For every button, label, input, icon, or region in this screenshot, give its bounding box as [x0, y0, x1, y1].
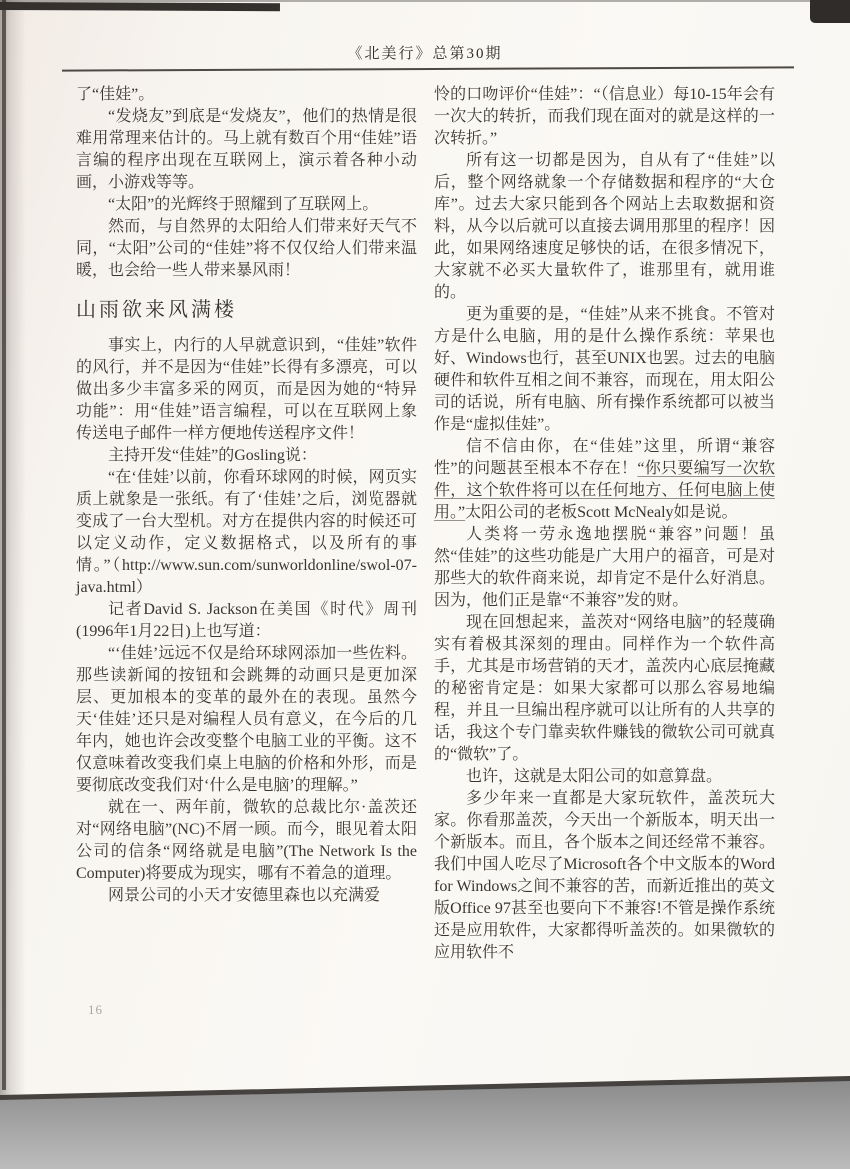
left-column — [76, 84, 417, 964]
paragraph — [434, 436, 775, 524]
scan-spine-line — [2, 0, 6, 1090]
section-heading: 山雨欲来风满楼 — [76, 299, 237, 321]
paragraph: 怜的口吻评价“佳娃”：“（信息业）每10-15年会有一次大的转折，而我们现在面对的就是这样的一次转折。” — [434, 86, 775, 147]
paragraph: “太阳”的光辉终于照耀到了互联网上。 — [108, 196, 379, 213]
paragraph: 现在回想起来，盖茨对“网络电脑”的轻蔑确实有着极其深刻的理由。同样作为一个软件高手，尤其是市场营销的天才，盖茨内心底层掩藏的秘密肯定是：如果大家都可以那么容易地编程，并且一旦编出程序就可以让所有的人共享的话，我这个专门靠卖软件赚钱的微软公司可就真的“微软”了。 — [434, 614, 775, 763]
page-number: 16 — [88, 1002, 103, 1017]
paragraph: 更为重要的是，“佳娃”从来不挑食。不管对方是什么电脑，用的是什么操作系统：苹果也好、Windows也行，甚至UNIX也罢。过去的电脑硬件和软件互相之间不兼容，而现在，用太阳公司的话说，所有电脑、所有操作系统都可以被当作是“虚拟佳娃”。 — [434, 306, 775, 433]
paragraph: 主持开发“佳娃”的Gosling说： — [108, 447, 317, 464]
paragraph: “在‘佳娃’以前，你看环球网的时候，网页实质上就象是一张纸。有了‘佳娃’之后，浏览器就变成了一台大型机。对方在提供内容的时候还可以定义动作，定义数据格式，以及所有的事情。”（http://www.sun.com/sunworldonline/swol-07-java.html） — [76, 469, 417, 596]
paragraph: 人类将一劳永逸地摆脱“兼容”问题！虽然“佳娃”的这些功能是广大用户的福音，可是对那些大的软件商来说，却肯定不是什么好消息。因为，他们正是靠“不兼容”发的财。 — [434, 526, 775, 609]
paragraph-text: 信不信由你，在“佳娃”这里，所谓“兼容性”的问题甚至根本不存在！ — [434, 438, 775, 477]
paragraph-text: 太阳公司的老板Scott McNealy如是说。 — [465, 504, 738, 521]
journal-header-title: 《北美行》总第30期 — [347, 46, 503, 62]
paragraph: 记者David S. Jackson在美国《时代》周刊(1996年1月22日)上也写道： — [76, 601, 417, 640]
scan-artifact-top-left — [0, 2, 280, 11]
paragraph: 就在一、两年前，微软的总裁比尔·盖茨还对“网络电脑”(NC)不屑一顾。而今，眼见着太阳公司的信条“网络就是电脑”(The Network Is the Computer)将要成为现实，哪有不着急的道理。 — [76, 799, 417, 882]
article-body — [76, 84, 776, 964]
paragraph: “发烧友”到底是“发烧友”，他们的热情是很难用常理来估计的。马上就有数百个用“佳娃”语言编的程序出现在互联网上，演示着各种小动画，小游戏等等。 — [76, 108, 417, 191]
scan-artifact-top-right — [810, 0, 850, 23]
emphasized-quote: “你只要编写一次软件，这个软件将可以在任何地方、任何电脑上使用。” — [434, 460, 775, 521]
right-column — [434, 84, 775, 964]
paragraph: 网景公司的小天才安德里森也以充满爱 — [108, 887, 381, 904]
paragraph: 事实上，内行的人早就意识到，“佳娃”软件的风行，并不是因为“佳娃”长得有多漂亮，可以做出多少丰富多采的网页，而是因为她的“特异功能”：用“佳娃”语言编程，可以在互联网上象传送电子邮件一样方便地传送程序文件！ — [76, 337, 417, 442]
paragraph: 也许，这就是太阳公司的如意算盘。 — [466, 768, 723, 785]
paragraph: 然而，与自然界的太阳给人们带来好天气不同，“太阳”公司的“佳娃”将不仅仅给人们带来温暖，也会给一些人带来暴风雨！ — [76, 218, 417, 279]
paragraph: “‘佳娃’远远不仅是给环球网添加一些佐料。那些读新闻的按钮和会跳舞的动画只是更加深层、更加根本的变革的最外在的表现。虽然今天‘佳娃’还只是对编程人员有意义，在今后的几年内，她也许会改变整个电脑工业的平衡。这不仅意味着改变我们桌上电脑的价格和外形，而是要彻底改变我们对‘什么是电脑’的理解。” — [76, 645, 417, 794]
paragraph: 多少年来一直都是大家玩软件，盖茨玩大家。你看那盖茨，今天出一个新版本，明天出一个新版本。而且，各个版本之间还经常不兼容。我们中国人吃尽了Microsoft各个中文版本的Word for Windows之间不兼容的苦，而新近推出的英文版Office 97甚至也要向下不兼容!不管是操作系统还是应用软件，大家都得听盖茨的。如果微软的应用软件不 — [434, 790, 775, 961]
paragraph: 所有这一切都是因为，自从有了“佳娃”以后，整个网络就象一个存储数据和程序的“大仓库”。过去大家只能到各个网站上去取数据和资料，从今以后就可以直接去调用那里的程序！因此，如果网络速度足够快的话，在很多情况下，大家就不必买大量软件了，谁那里有，就用谁的。 — [434, 152, 775, 301]
paragraph: 了“佳娃”。 — [76, 86, 155, 103]
